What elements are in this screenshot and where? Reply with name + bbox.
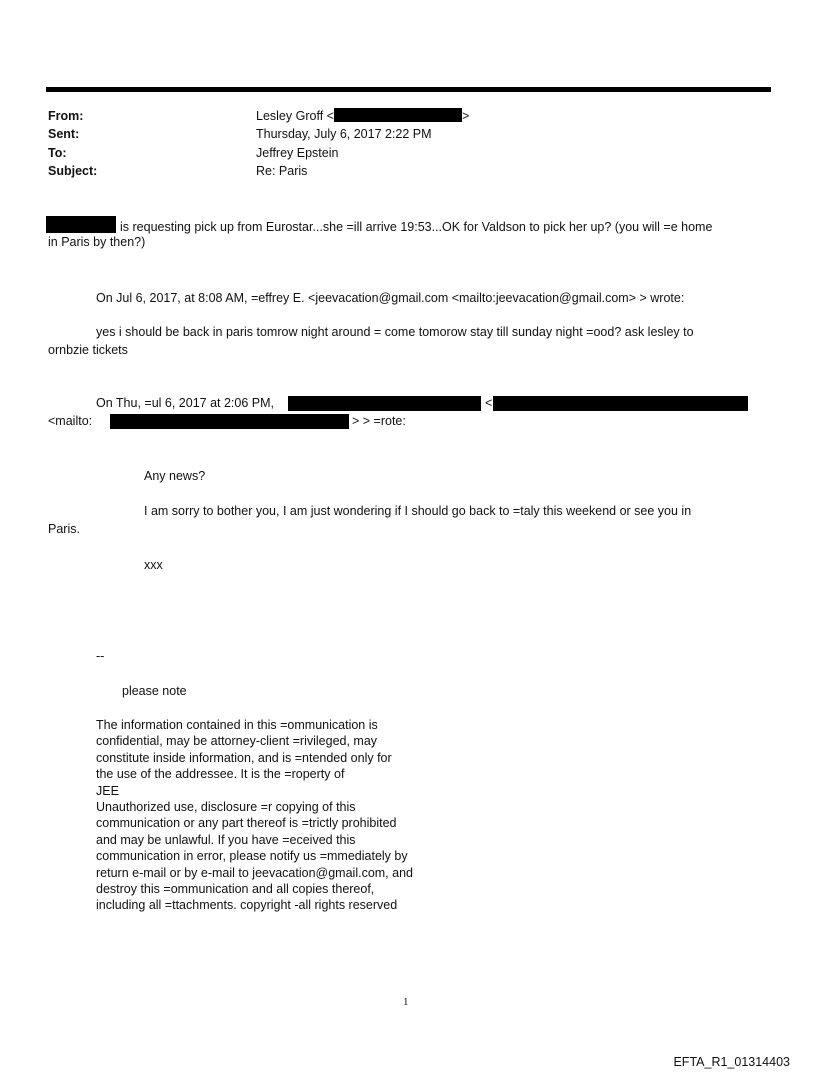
quote-1-line-2: ornbzie tickets: [48, 343, 128, 357]
from-suffix: >: [461, 109, 470, 123]
from-name: Lesley Groff <: [256, 109, 334, 123]
notice-line: including all =ttachments. copyright -all rights reserved: [96, 898, 398, 913]
to-value: Jeffrey Epstein: [256, 146, 339, 160]
body-paragraph-1: [46, 216, 712, 235]
subject-label: Subject:: [48, 164, 98, 178]
page-number: 1: [403, 996, 409, 1008]
from-value: [256, 108, 469, 124]
notice-line: Unauthorized use, disclosure =r copying of this: [96, 800, 356, 815]
redaction-box: [334, 108, 462, 122]
sent-label: Sent:: [48, 127, 80, 141]
body-paragraph-1-line-2: in Paris by then?): [48, 235, 146, 249]
from-label: From:: [48, 109, 84, 123]
notice-line: the use of the addressee. It is the =roperty of: [96, 767, 345, 782]
redaction-box: [288, 396, 481, 411]
notice-line: communication or any part thereof is =trictly prohibited: [96, 816, 397, 831]
subject-value: Re: Paris: [256, 164, 308, 178]
confidentiality-notice: [96, 717, 456, 914]
notice-line: return e-mail or by e-mail to jeevacation@gmail.com, and: [96, 865, 413, 880]
document-id: EFTA_R1_01314403: [673, 1055, 790, 1069]
message-line-2: I am sorry to bother you, I am just wondering if I should go back to =taly this weekend or see you in: [144, 504, 692, 518]
sent-value: Thursday, July 6, 2017 2:22 PM: [256, 127, 432, 141]
quote-header-2: On Thu, =ul 6, 2017 at 2:06 PM,: [96, 396, 275, 410]
please-note: please note: [122, 684, 187, 698]
redaction-box: [493, 396, 748, 411]
signature-separator: --: [96, 649, 105, 663]
quote-header-2-lt: <: [485, 396, 493, 410]
message-line-2-wrap: Paris.: [48, 522, 80, 536]
p1-text: is requesting pick up from Eurostar...she =ill arrive 19:53...OK for Valdson to pick her up? (you will =e home: [120, 220, 713, 234]
quote-header-2-mailto: <mailto:: [48, 414, 93, 428]
notice-line: and may be unlawful. If you have =eceived this: [96, 832, 356, 847]
notice-line: communication in error, please notify us =mmediately by: [96, 849, 408, 864]
notice-line: constitute inside information, and is =ntended only for: [96, 750, 392, 765]
header-divider: [46, 87, 771, 92]
notice-line: confidential, may be attorney-client =rivileged, may: [96, 734, 378, 749]
quote-header-1: On Jul 6, 2017, at 8:08 AM, =effrey E. <jeevacation@gmail.com <mailto:jeevacation@gmail.com> > wrote:: [96, 291, 685, 305]
notice-line: JEE: [96, 783, 119, 798]
notice-line: The information contained in this =ommunication is: [96, 718, 378, 732]
redaction-box: [110, 414, 349, 429]
message-line-1: Any news?: [144, 469, 206, 483]
quote-header-2-wrote: > > =rote:: [352, 414, 406, 428]
message-line-3: xxx: [144, 558, 163, 572]
redaction-box: [46, 216, 116, 233]
notice-line: destroy this =ommunication and all copies thereof,: [96, 882, 375, 897]
quote-1-line-1: yes i should be back in paris tomrow night around = come tomorow stay till sunday night =ood? ask lesley to: [96, 325, 694, 339]
to-label: To:: [48, 146, 67, 160]
